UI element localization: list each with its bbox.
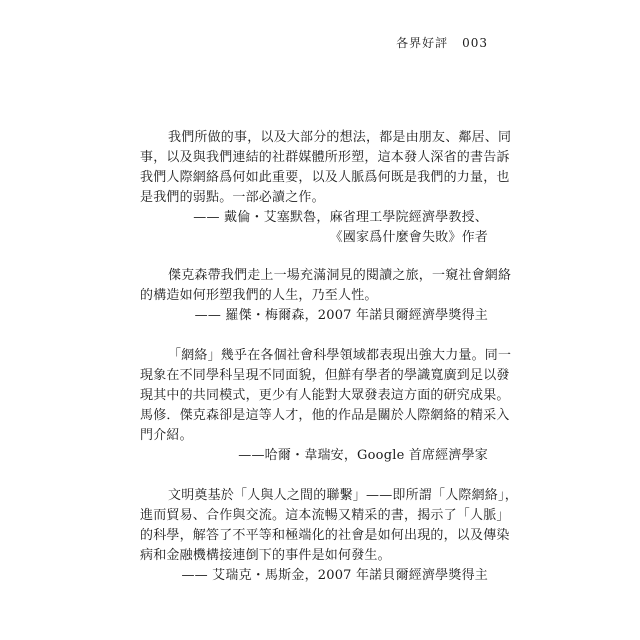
endorsement-1 xyxy=(140,128,512,248)
running-header xyxy=(396,34,488,51)
endorsement-line: 門介紹。 xyxy=(140,428,193,443)
attribution-line: ——哈爾・韋瑞安，Google 首席經濟學家 xyxy=(238,448,488,463)
endorsement-line: 的科學，解答了不平等和極端化的社會是如何出現的，以及傳染 xyxy=(140,528,510,543)
endorsement-line: 現象在不同學科呈現不同面貌，但鮮有學者的學識寬廣到足以發 xyxy=(140,368,510,383)
endorsement-2 xyxy=(140,266,512,326)
endorsement-attribution xyxy=(140,306,488,326)
endorsement-line: 傑克森帶我們走上一場充滿洞見的閱讀之旅，一窺社會網絡 xyxy=(168,268,512,283)
page-number: 003 xyxy=(462,36,488,50)
endorsement-line: 馬修．傑克森卻是這等人才，他的作品是關於人際網絡的精采入 xyxy=(140,408,510,423)
endorsement-line: 文明奠基於「人與人之間的聯繫」——即所謂「人際網絡」， xyxy=(168,488,518,503)
section-title: 各界好評 xyxy=(396,36,449,50)
endorsement-3 xyxy=(140,346,512,466)
endorsement-4 xyxy=(140,486,518,586)
attribution-line: —— 戴倫・艾塞默魯，麻省理工學院經濟學教授、 xyxy=(193,210,488,225)
endorsement-line: 的構造如何形塑我們的人生，乃至人性。 xyxy=(140,288,378,303)
endorsement-attribution xyxy=(140,446,488,466)
attribution-line: 《國家爲什麼會失敗》作者 xyxy=(329,230,488,245)
endorsement-line: 進而貿易、合作與交流。這本流暢又精采的書，揭示了「人脈」 xyxy=(140,508,510,523)
endorsement-attribution xyxy=(140,208,488,248)
endorsement-attribution xyxy=(140,566,488,586)
endorsement-line: 我們人際網絡爲何如此重要，以及人脈爲何既是我們的力量，也 xyxy=(140,170,510,185)
endorsement-line: 「網絡」幾乎在各個社會科學領域都表現出強大力量。同一 xyxy=(168,348,512,363)
attribution-line: —— 艾瑞克・馬斯金，2007 年諾貝爾經濟學獎得主 xyxy=(181,568,488,583)
attribution-line: —— 羅傑・梅爾森，2007 年諾貝爾經濟學獎得主 xyxy=(194,308,488,323)
endorsement-line: 我們所做的事，以及大部分的想法，都是由朋友、鄰居、同 xyxy=(168,130,512,145)
endorsement-line: 現其中的共同模式，更少有人能對大眾發表這方面的研究成果。 xyxy=(140,388,510,403)
endorsement-line: 病和金融機構接連倒下的事件是如何發生。 xyxy=(140,548,391,563)
endorsement-line: 是我們的弱點。一部必讀之作。 xyxy=(140,190,325,205)
endorsement-line: 事，以及與我們連結的社群媒體所形塑，這本發人深省的書告訴 xyxy=(140,150,510,165)
